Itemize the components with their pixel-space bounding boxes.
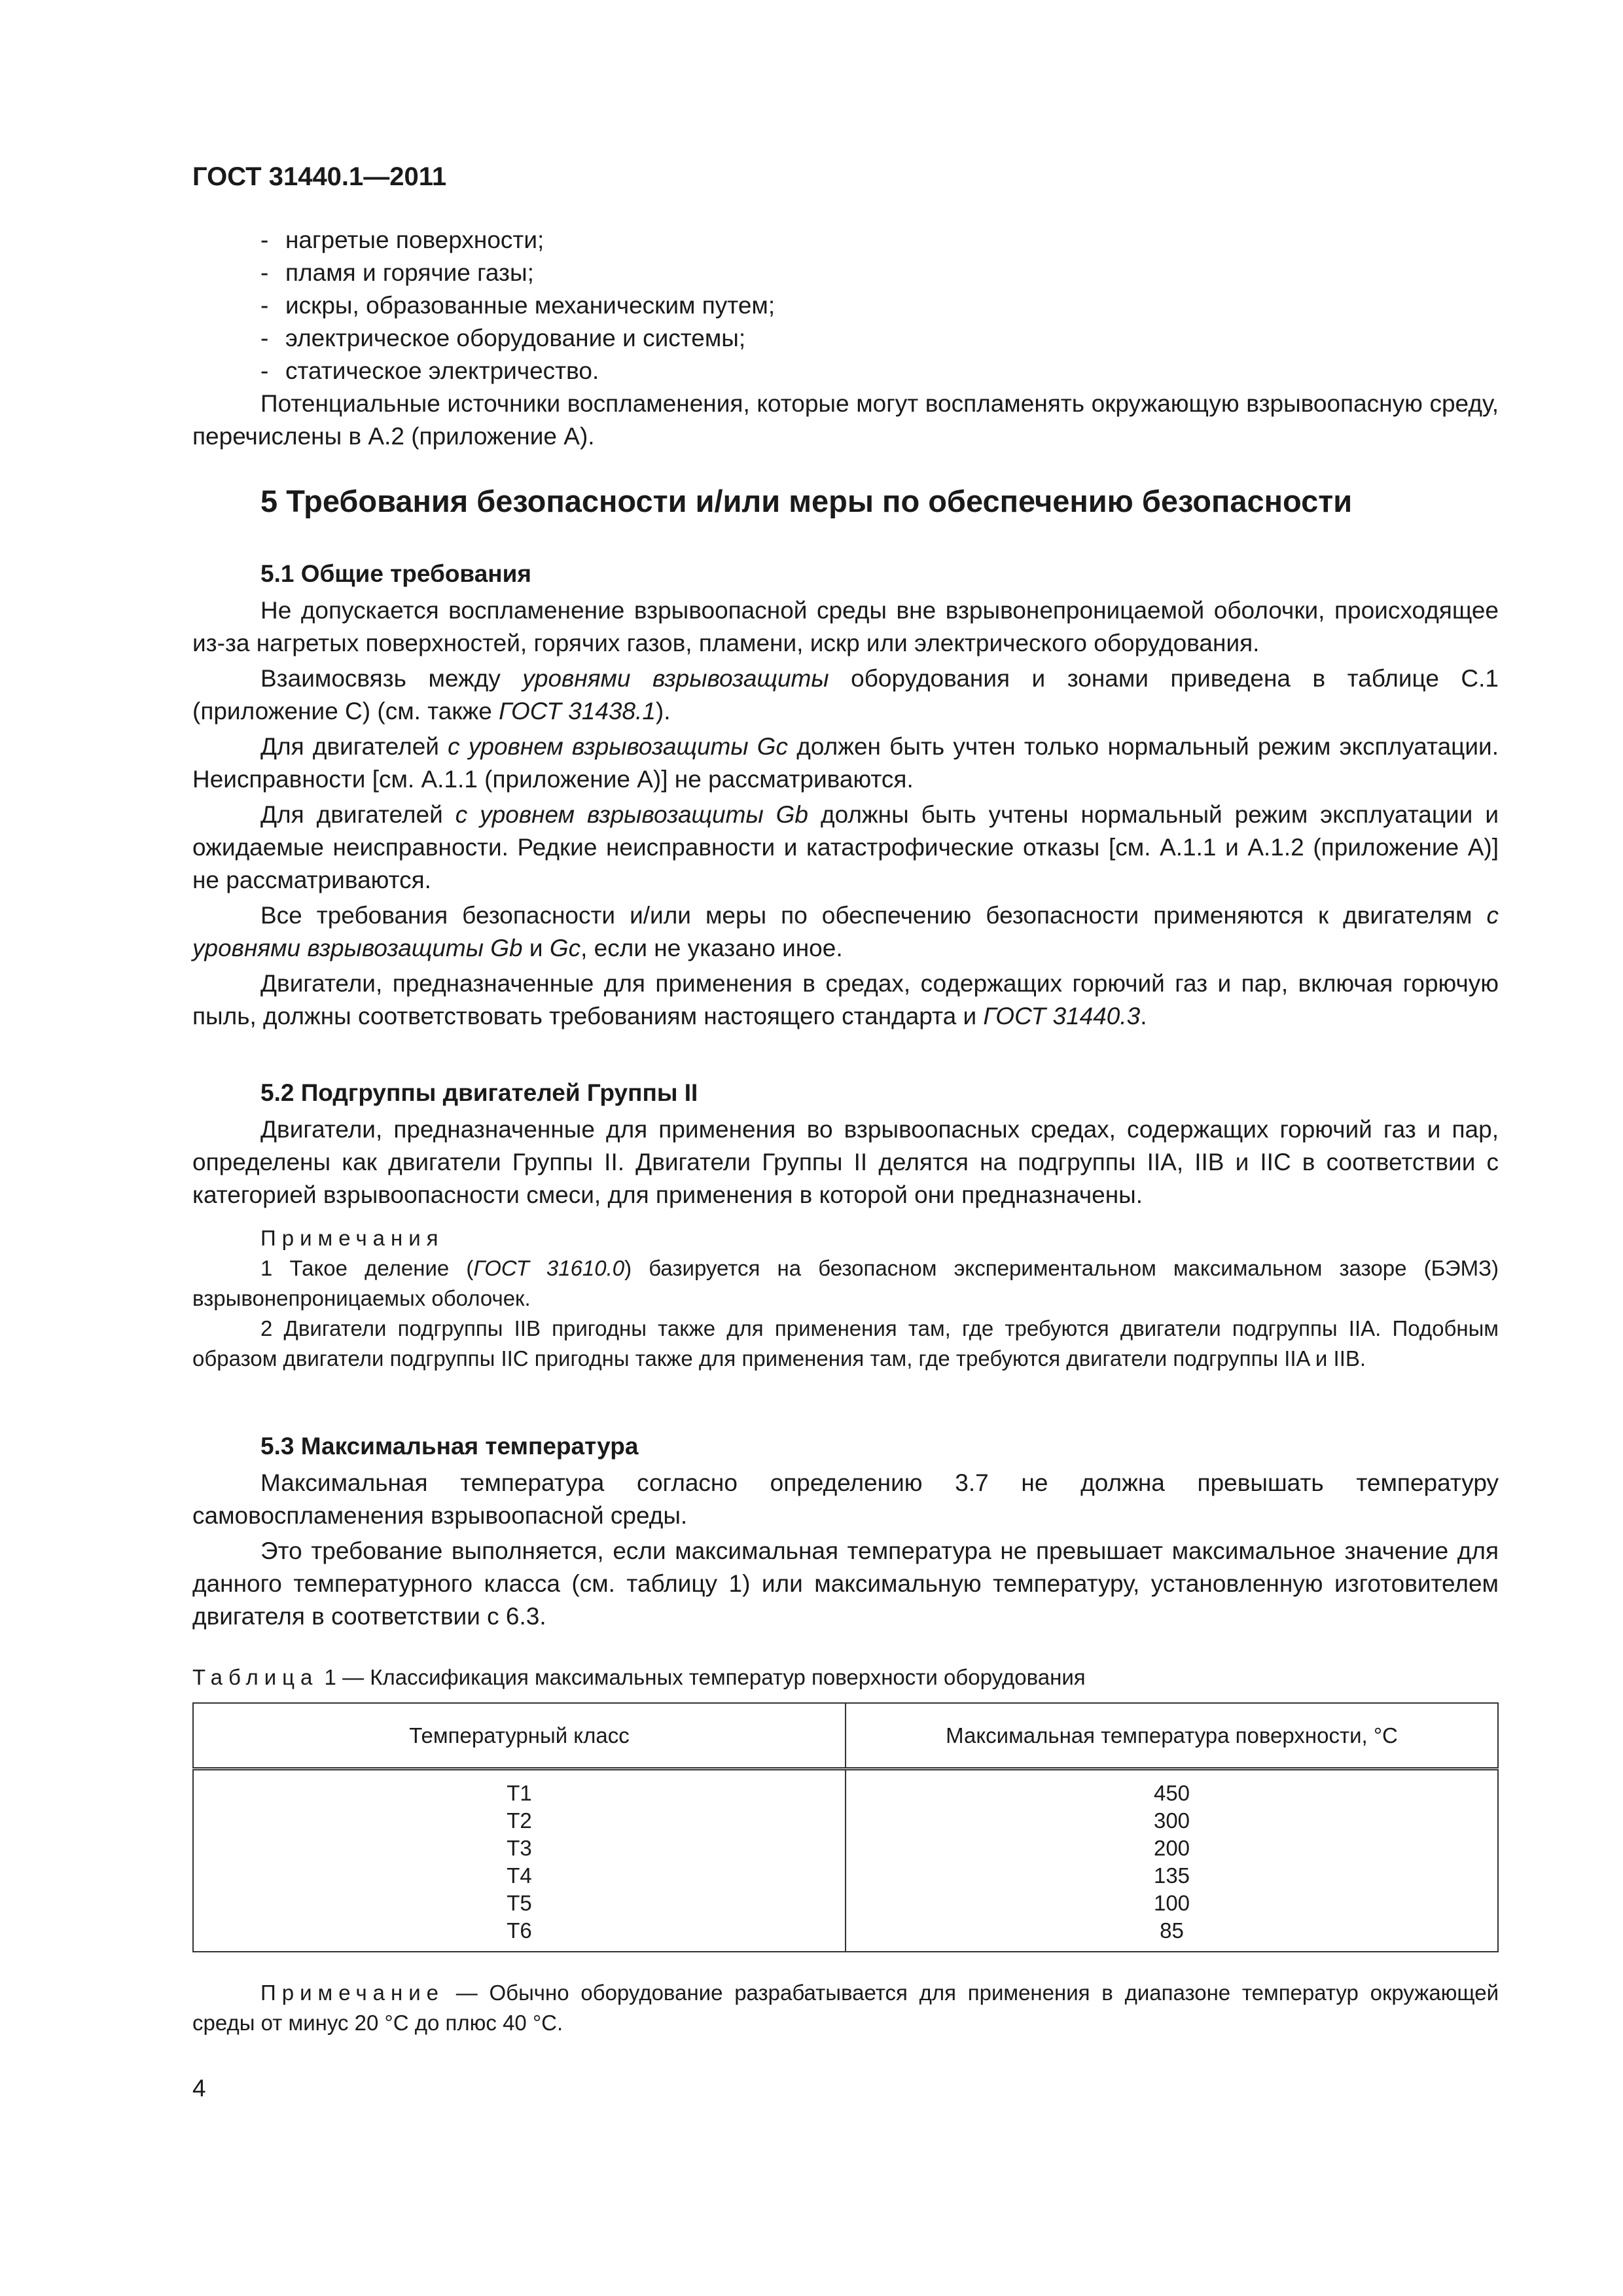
table-cell: Т3: [507, 1836, 532, 1860]
table-caption: Таблица 1 — Классификация максимальных температур поверхности оборудования: [192, 1665, 1086, 1689]
table-cell: 450: [1153, 1781, 1190, 1805]
intro-block: [192, 224, 1499, 453]
final-note: Примечание — Обычно оборудование разрабатывается для применения в диапазоне температур окружающей среды от минус 20 °С до плюс 40 °С.: [192, 1981, 1499, 2035]
page-number: 4: [192, 2075, 206, 2102]
paragraph: Двигатели, предназначенные для применения в средах, содержащих горючий газ и пар, включая горючую пыль, должны соответствовать требованиям настоящего стандарта и ГОСТ 31440.3.: [192, 970, 1499, 1030]
temperature-class-table: [192, 1702, 1499, 1952]
table-cell: 85: [1160, 1918, 1184, 1943]
class-column: [193, 1769, 846, 1952]
table-cell: 135: [1153, 1863, 1190, 1888]
note-1: 1 Такое деление (ГОСТ 31610.0) базируется на безопасном экспериментальном максимальном зазоре (БЭМЗ) взрывонепроницаемых оболочек.: [192, 1256, 1499, 1310]
section-5-3: [192, 1430, 1499, 1633]
section-5-3-title: 5.3 Максимальная температура: [260, 1433, 639, 1460]
section-5-title: 5 Требования безопасности и/или меры по обеспечению безопасности: [260, 484, 1353, 518]
list-item: - искры, образованные механическим путем;: [260, 292, 776, 319]
paragraph: Не допускается воспламенение взрывоопасной среды вне взрывонепроницаемой оболочки, происходящее из-за нагретых поверхностей, горячих газов, пламени, искр или электрического оборудования.: [192, 597, 1499, 656]
paragraph: Для двигателей с уровнем взрывозащиты Gb должны быть учтены нормальный режим эксплуатации и ожидаемые неисправности. Редкие неисправности и катастрофические отказы [см. А.1.1 и А.1.2 (приложение А)] не рассматриваются.: [192, 801, 1499, 893]
paragraph: Для двигателей с уровнем взрывозащиты Gc должен быть учтен только нормальный режим эксплуатации. Неисправности [см. А.1.1 (приложение А)] не рассматриваются.: [192, 733, 1499, 793]
section-5-2: [192, 1077, 1499, 1374]
notes-block: [192, 1223, 1499, 1374]
list-item: - электрическое оборудование и системы;: [260, 325, 746, 351]
table-cell: Т6: [507, 1918, 532, 1943]
paragraph: Взаимосвязь между уровнями взрывозащиты оборудования и зонами приведена в таблице С.1 (приложение С) (см. также ГОСТ 31438.1).: [192, 665, 1499, 725]
paragraph: Двигатели, предназначенные для применения во взрывоопасных средах, содержащих горючий газ и пар, определены как двигатели Группы II. Двигатели Группы II делятся на подгруппы IIA, IIB и IIC в соответствии с категорией взрывоопасности смеси, для применения в которой они предназначены.: [192, 1116, 1499, 1208]
table-header-class: Температурный класс: [193, 1703, 846, 1769]
paragraph: Это требование выполняется, если максимальная температура не превышает максимальное значение для данного температурного класса (см. таблицу 1) или максимальную температуру, установленную изготовителем двигателя в соответствии с 6.3.: [192, 1537, 1499, 1630]
table-cell: Т2: [507, 1808, 532, 1833]
table-cell: 100: [1153, 1891, 1190, 1915]
list-item: - нагретые поверхности;: [260, 226, 544, 253]
section-5-1: [192, 558, 1499, 1033]
table-cell: 300: [1153, 1808, 1190, 1833]
table-cell: Т1: [507, 1781, 532, 1805]
list-item: - статическое электричество.: [260, 357, 599, 384]
list-item: - пламя и горячие газы;: [260, 259, 534, 286]
section-5-2-title: 5.2 Подгруппы двигателей Группы II: [260, 1079, 698, 1106]
table-cell: Т5: [507, 1891, 532, 1915]
table-cell: 200: [1153, 1836, 1190, 1860]
notes-label: Примечания: [260, 1226, 444, 1250]
paragraph: Все требования безопасности и/или меры по обеспечению безопасности применяются к двигателям с уровнями взрывозащиты Gb и Gc, если не указано иное.: [192, 902, 1499, 961]
temperature-column: [846, 1769, 1498, 1952]
potential-sources-paragraph: Потенциальные источники воспламенения, которые могут воспламенять окружающую взрывоопасную среду, перечислены в А.2 (приложение А).: [192, 390, 1499, 450]
paragraph: Максимальная температура согласно определению 3.7 не должна превышать температуру самовоспламенения взрывоопасной среды.: [192, 1469, 1499, 1529]
document-header: ГОСТ 31440.1—2011: [192, 162, 447, 191]
section-5-1-title: 5.1 Общие требования: [260, 560, 531, 587]
note-2: 2 Двигатели подгруппы IIB пригодны также для применения там, где требуются двигатели подгруппы IIA. Подобным образом двигатели подгруппы IIC пригодны также для применения там, где требуются двигатели подгруппы IIA и IIB.: [192, 1316, 1499, 1371]
table-cell: Т4: [507, 1863, 532, 1888]
table-header-temperature: Максимальная температура поверхности, °С: [846, 1703, 1498, 1769]
